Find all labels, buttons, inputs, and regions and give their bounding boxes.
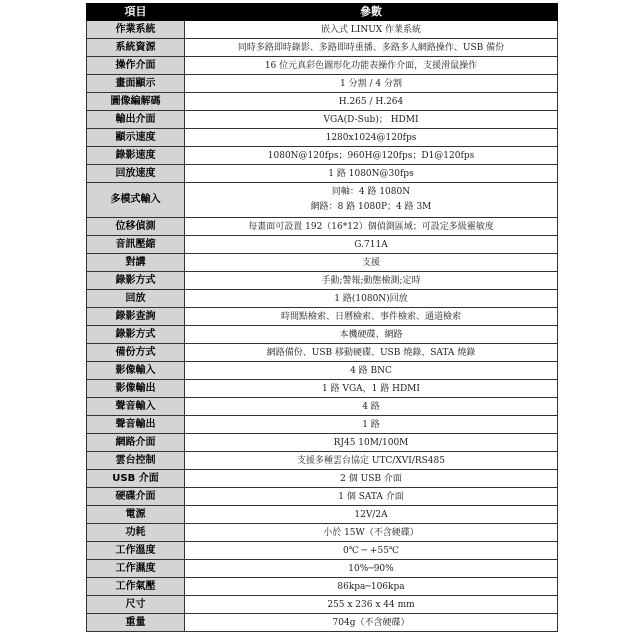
row-value-line: 同軸：4 路 1080N — [331, 187, 411, 197]
row-label: 回放 — [87, 290, 185, 308]
row-label: 錄影方式 — [87, 326, 185, 344]
table-row — [87, 111, 558, 129]
row-value: 1 分割 / 4 分割 — [185, 75, 558, 93]
row-value: 支援多種雲台協定 UTC/XVI/RS485 — [185, 452, 558, 470]
row-label: 操作介面 — [87, 57, 185, 75]
row-value: 255 x 236 x 44 mm — [185, 596, 558, 614]
row-label: 工作濕度 — [87, 560, 185, 578]
row-value: 86kpa─106kpa — [185, 578, 558, 596]
row-value: 0℃ ─ +55℃ — [185, 542, 558, 560]
row-label: 備份方式 — [87, 344, 185, 362]
row-label: 畫面顯示 — [87, 75, 185, 93]
table-row — [87, 560, 558, 578]
table-row — [87, 272, 558, 290]
row-value: 10%─90% — [185, 560, 558, 578]
row-value: 手動;警報;動態檢測;定時 — [185, 272, 558, 290]
table-row — [87, 218, 558, 236]
row-label: 網路介面 — [87, 434, 185, 452]
row-value: 同時多路即時錄影、多路即時重播、多路多人網路操作、USB 備份 — [185, 39, 558, 57]
row-value: 1 路(1080N)回放 — [185, 290, 558, 308]
row-value: 1 路 VGA，1 路 HDMI — [185, 380, 558, 398]
table-row — [87, 380, 558, 398]
row-label: 雲台控制 — [87, 452, 185, 470]
table-row — [87, 183, 558, 218]
header-item: 項目 — [87, 4, 185, 21]
row-value: 支援 — [185, 254, 558, 272]
table-row — [87, 308, 558, 326]
table-row — [87, 57, 558, 75]
table-row — [87, 488, 558, 506]
table-row — [87, 542, 558, 560]
row-label: 對講 — [87, 254, 185, 272]
row-label: 音訊壓縮 — [87, 236, 185, 254]
row-value: 4 路 — [185, 398, 558, 416]
row-value: 704g（不含硬碟） — [185, 614, 558, 632]
row-label: 工作溫度 — [87, 542, 185, 560]
row-label: 聲音輸入 — [87, 398, 185, 416]
table-row — [87, 290, 558, 308]
row-value: G.711A — [185, 236, 558, 254]
row-value: 1 路 1080N@30fps — [185, 165, 558, 183]
row-value: 1 個 SATA 介面 — [185, 488, 558, 506]
table-row — [87, 614, 558, 632]
table-row — [87, 147, 558, 165]
row-label: 尺寸 — [87, 596, 185, 614]
table-row — [87, 398, 558, 416]
row-value: H.265 / H.264 — [185, 93, 558, 111]
row-value: 1 路 — [185, 416, 558, 434]
row-value: 時間點檢索、日曆檢索、事件檢索、通道檢索 — [185, 308, 558, 326]
row-value: 小於 15W（不含硬碟） — [185, 524, 558, 542]
table-row — [87, 452, 558, 470]
table-row — [87, 129, 558, 147]
row-label: 多模式輸入 — [87, 183, 185, 218]
row-label: 位移偵測 — [87, 218, 185, 236]
row-value: 1280x1024@120fps — [185, 129, 558, 147]
row-label: 重量 — [87, 614, 185, 632]
row-value: 2 個 USB 介面 — [185, 470, 558, 488]
row-label: 圖像編解碼 — [87, 93, 185, 111]
row-label: 影像輸入 — [87, 362, 185, 380]
table-row — [87, 93, 558, 111]
table-row — [87, 326, 558, 344]
header-param: 參數 — [185, 4, 558, 21]
table-row — [87, 506, 558, 524]
row-label: 功耗 — [87, 524, 185, 542]
row-label: 工作氣壓 — [87, 578, 185, 596]
row-label: 影像輸出 — [87, 380, 185, 398]
row-value: 16 位元真彩色圖形化功能表操作介面，支援滑鼠操作 — [185, 57, 558, 75]
row-label: USB 介面 — [87, 470, 185, 488]
row-value: 每畫面可設置 192（16*12）個偵測區域；可設定多級靈敏度 — [185, 218, 558, 236]
row-value: 12V/2A — [185, 506, 558, 524]
table-row — [87, 75, 558, 93]
table-row — [87, 470, 558, 488]
row-label: 錄影方式 — [87, 272, 185, 290]
row-value — [185, 183, 558, 218]
table-row — [87, 524, 558, 542]
row-value-line: 網路：8 路 1080P；4 路 3M — [310, 202, 432, 212]
table-row — [87, 21, 558, 39]
row-label: 回放速度 — [87, 165, 185, 183]
table-row — [87, 362, 558, 380]
table-row — [87, 434, 558, 452]
table-row — [87, 344, 558, 362]
table-row — [87, 39, 558, 57]
table-row — [87, 165, 558, 183]
row-value: RJ45 10M/100M — [185, 434, 558, 452]
row-value: VGA(D-Sub)； HDMI — [185, 111, 558, 129]
row-label: 作業系統 — [87, 21, 185, 39]
row-value: 本機硬碟、網路 — [185, 326, 558, 344]
row-label: 電源 — [87, 506, 185, 524]
row-value: 網路備份、USB 移動硬碟、USB 燒錄、SATA 燒錄 — [185, 344, 558, 362]
row-label: 硬碟介面 — [87, 488, 185, 506]
table-row — [87, 254, 558, 272]
row-label: 輸出介面 — [87, 111, 185, 129]
table-row — [87, 416, 558, 434]
row-label: 系統資源 — [87, 39, 185, 57]
row-label: 錄影速度 — [87, 147, 185, 165]
table-row — [87, 236, 558, 254]
spec-table — [86, 3, 558, 632]
row-value: 嵌入式 LINUX 作業系統 — [185, 21, 558, 39]
row-value: 4 路 BNC — [185, 362, 558, 380]
row-value: 1080N@120fps；960H@120fps；D1@120fps — [185, 147, 558, 165]
row-label: 錄影查詢 — [87, 308, 185, 326]
table-row — [87, 596, 558, 614]
row-label: 顯示速度 — [87, 129, 185, 147]
table-row — [87, 578, 558, 596]
row-label: 聲音輸出 — [87, 416, 185, 434]
header-row — [87, 4, 558, 21]
